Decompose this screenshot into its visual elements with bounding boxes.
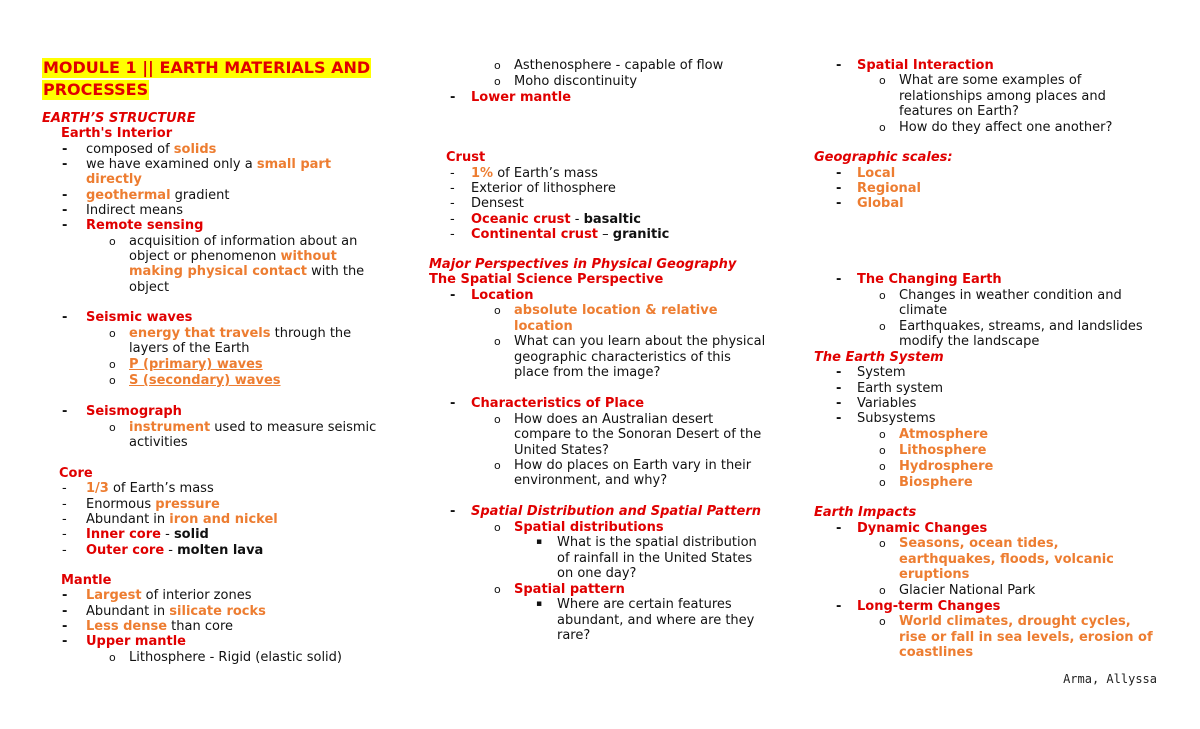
dash-bullet: - <box>836 521 842 536</box>
list-item: Abundant in silicate rocks <box>86 604 266 619</box>
list-item: Inner core - solid <box>86 527 209 542</box>
list-item: Variables <box>857 396 917 411</box>
list-item-regional: Regional <box>857 181 922 196</box>
sub-sub-item-continuation: on one day? <box>557 566 637 581</box>
sub-sub-item-continuation: rare? <box>557 628 591 643</box>
sub-item-continuation: earthquakes, floods, volcanic <box>899 552 1114 567</box>
sub-item-s-waves: S (secondary) waves <box>129 373 281 388</box>
circle-bullet: o <box>494 304 501 317</box>
dash-bullet: - <box>62 218 68 233</box>
list-item: Oceanic crust - basaltic <box>471 212 642 227</box>
heading-mantle: Mantle <box>61 573 112 588</box>
dash-bullet: - <box>62 481 67 496</box>
heading-crust: Crust <box>446 150 486 165</box>
list-item: Earth system <box>857 381 943 396</box>
circle-bullet: o <box>879 121 886 134</box>
sub-item-spatial-distributions: Spatial distributions <box>514 520 664 535</box>
circle-bullet: o <box>879 476 886 489</box>
list-item: Densest <box>471 196 524 211</box>
circle-bullet: o <box>494 335 501 348</box>
sub-item-continuation: eruptions <box>899 567 970 582</box>
heading-core: Core <box>59 466 93 481</box>
circle-bullet: o <box>109 327 116 340</box>
list-item-local: Local <box>857 166 896 181</box>
dash-bullet: - <box>62 619 68 634</box>
sub-item: Lithosphere - Rigid (elastic solid) <box>129 650 342 665</box>
square-bullet: ▪ <box>536 537 543 547</box>
dash-bullet: - <box>450 504 456 519</box>
circle-bullet: o <box>494 521 501 534</box>
sub-item: absolute location & relative <box>514 303 718 318</box>
dash-bullet: - <box>450 90 456 105</box>
page-title-line2: PROCESSES <box>43 80 149 99</box>
list-item-lower-mantle: Lower mantle <box>471 90 572 105</box>
list-item: Indirect means <box>86 203 184 218</box>
sub-item: What are some examples of <box>899 73 1082 88</box>
sub-sub-item: Where are certain features <box>557 597 732 612</box>
sub-sub-item-continuation: of rainfall in the United States <box>557 551 753 566</box>
dash-bullet: - <box>836 272 842 287</box>
list-item: Subsystems <box>857 411 936 426</box>
sub-item-continuation: object <box>129 280 170 295</box>
sub-item: Seasons, ocean tides, <box>899 536 1059 551</box>
dash-bullet: - <box>836 599 842 614</box>
sub-item-continuation: activities <box>129 435 188 450</box>
list-item-location: Location <box>471 288 534 303</box>
dash-bullet: - <box>836 411 842 426</box>
sub-item: How do places on Earth vary in their <box>514 458 752 473</box>
list-item-characteristics: Characteristics of Place <box>471 396 645 411</box>
sub-item-continuation: features on Earth? <box>899 104 1019 119</box>
heading-major-perspectives: Major Perspectives in Physical Geography <box>429 257 737 272</box>
list-item-seismograph: Seismograph <box>86 404 182 419</box>
list-item: Exterior of lithosphere <box>471 181 616 196</box>
list-item: 1% of Earth’s mass <box>471 166 598 181</box>
dash-bullet: - <box>62 404 68 419</box>
circle-bullet: o <box>494 413 501 426</box>
circle-bullet: o <box>879 428 886 441</box>
author-footer: Arma, Allyssa <box>1063 672 1157 686</box>
dash-bullet: - <box>62 588 68 603</box>
dash-bullet: - <box>62 157 68 172</box>
list-item-upper-mantle: Upper mantle <box>86 634 186 649</box>
list-item: Enormous pressure <box>86 497 220 512</box>
heading-earths-structure: EARTH’S STRUCTURE <box>42 111 196 126</box>
sub-item-continuation: compare to the Sonoran Desert of the <box>514 427 762 442</box>
dash-bullet: - <box>62 142 68 157</box>
sub-item-continuation: climate <box>899 303 948 318</box>
sub-item: acquisition of information about an <box>129 234 358 249</box>
heading-earths-interior: Earth's Interior <box>61 126 173 141</box>
dash-bullet: - <box>62 203 68 218</box>
dash-bullet: - <box>62 497 67 512</box>
sub-item-continuation: place from the image? <box>514 365 661 380</box>
sub-item-spatial-pattern: Spatial pattern <box>514 582 625 597</box>
circle-bullet: o <box>109 651 116 664</box>
dash-bullet: - <box>836 365 842 380</box>
dash-bullet: - <box>836 166 842 181</box>
dash-bullet: - <box>836 58 842 73</box>
list-item-seismic-waves: Seismic waves <box>86 310 193 325</box>
sub-item: How does an Australian desert <box>514 412 714 427</box>
list-item-spatial-interaction: Spatial Interaction <box>857 58 994 73</box>
circle-bullet: o <box>109 358 116 371</box>
dash-bullet: - <box>450 166 455 181</box>
dash-bullet: - <box>450 181 455 196</box>
dash-bullet: - <box>450 227 455 242</box>
heading-geographic-scales: Geographic scales: <box>814 150 953 165</box>
circle-bullet: o <box>494 59 501 72</box>
sub-item: energy that travels through the <box>129 326 352 341</box>
dash-bullet: - <box>62 527 67 542</box>
sub-item: instrument used to measure seismic <box>129 420 377 435</box>
sub-item-biosphere: Biosphere <box>899 475 973 490</box>
sub-item: Earthquakes, streams, and landslides <box>899 319 1143 334</box>
list-item-dynamic-changes: Dynamic Changes <box>857 521 988 536</box>
dash-bullet: - <box>836 381 842 396</box>
dash-bullet: - <box>450 196 455 211</box>
list-item: Continental crust – granitic <box>471 227 670 242</box>
sub-item: Changes in weather condition and <box>899 288 1122 303</box>
sub-item-continuation: coastlines <box>899 645 974 660</box>
circle-bullet: o <box>879 289 886 302</box>
sub-item-continuation: location <box>514 319 573 334</box>
circle-bullet: o <box>879 74 886 87</box>
sub-item: How do they affect one another? <box>899 120 1113 135</box>
sub-item-continuation: modify the landscape <box>899 334 1040 349</box>
list-item: Abundant in iron and nickel <box>86 512 278 527</box>
list-item: composed of solids <box>86 142 217 157</box>
sub-item-atmosphere: Atmosphere <box>899 427 989 442</box>
dash-bullet: - <box>62 512 67 527</box>
circle-bullet: o <box>109 374 116 387</box>
sub-item: Asthenosphere - capable of flow <box>514 58 724 73</box>
list-item: Outer core - molten lava <box>86 543 264 558</box>
sub-item-continuation: environment, and why? <box>514 473 668 488</box>
circle-bullet: o <box>879 320 886 333</box>
sub-item-continuation: making physical contact with the <box>129 264 365 279</box>
circle-bullet: o <box>879 537 886 550</box>
dash-bullet: - <box>62 604 68 619</box>
circle-bullet: o <box>494 583 501 596</box>
list-item-global: Global <box>857 196 904 211</box>
circle-bullet: o <box>494 459 501 472</box>
sub-item-p-waves: P (primary) waves <box>129 357 263 372</box>
dash-bullet: - <box>450 288 456 303</box>
list-item-remote-sensing: Remote sensing <box>86 218 204 233</box>
sub-item-continuation: United States? <box>514 443 609 458</box>
heading-earth-impacts: Earth Impacts <box>814 505 917 520</box>
heading-spatial-science: The Spatial Science Perspective <box>429 272 664 287</box>
circle-bullet: o <box>879 584 886 597</box>
sub-item-continuation: relationships among places and <box>899 89 1106 104</box>
dash-bullet: - <box>62 188 68 203</box>
page-title: MODULE 1 || EARTH MATERIALS AND <box>43 58 371 77</box>
dash-bullet: - <box>62 310 68 325</box>
list-item: Largest of interior zones <box>86 588 252 603</box>
list-item: geothermal gradient <box>86 188 230 203</box>
square-bullet: ▪ <box>536 599 543 609</box>
dash-bullet: - <box>836 196 842 211</box>
sub-item-continuation: object or phenomenon without <box>129 249 337 264</box>
dash-bullet: - <box>836 181 842 196</box>
sub-item-lithosphere: Lithosphere <box>899 443 987 458</box>
sub-item-continuation: rise or fall in sea levels, erosion of <box>899 630 1153 645</box>
circle-bullet: o <box>109 421 116 434</box>
circle-bullet: o <box>879 444 886 457</box>
circle-bullet: o <box>109 235 116 248</box>
dash-bullet: - <box>450 212 455 227</box>
sub-sub-item-continuation: abundant, and where are they <box>557 613 755 628</box>
sub-item: World climates, drought cycles, <box>899 614 1131 629</box>
circle-bullet: o <box>879 460 886 473</box>
dash-bullet: - <box>450 396 456 411</box>
list-item-long-term-changes: Long-term Changes <box>857 599 1001 614</box>
dash-bullet: - <box>62 543 67 558</box>
list-item-changing-earth: The Changing Earth <box>857 272 1002 287</box>
dash-bullet: - <box>836 396 842 411</box>
sub-item: Glacier National Park <box>899 583 1036 598</box>
sub-item-hydrosphere: Hydrosphere <box>899 459 994 474</box>
list-item: we have examined only a small part <box>86 157 332 172</box>
list-item: System <box>857 365 906 380</box>
list-item: Less dense than core <box>86 619 234 634</box>
sub-item-continuation: geographic characteristics of this <box>514 350 731 365</box>
list-item: 1/3 of Earth’s mass <box>86 481 214 496</box>
dash-bullet: - <box>62 634 68 649</box>
circle-bullet: o <box>494 75 501 88</box>
sub-item-continuation: layers of the Earth <box>129 341 250 356</box>
heading-earth-system: The Earth System <box>814 350 944 365</box>
list-item-spatial-dist-pattern: Spatial Distribution and Spatial Pattern <box>471 504 761 519</box>
sub-item: Moho discontinuity <box>514 74 638 89</box>
sub-sub-item: What is the spatial distribution <box>557 535 757 550</box>
list-item-continuation: directly <box>86 172 142 187</box>
circle-bullet: o <box>879 615 886 628</box>
sub-item: What can you learn about the physical <box>514 334 766 349</box>
